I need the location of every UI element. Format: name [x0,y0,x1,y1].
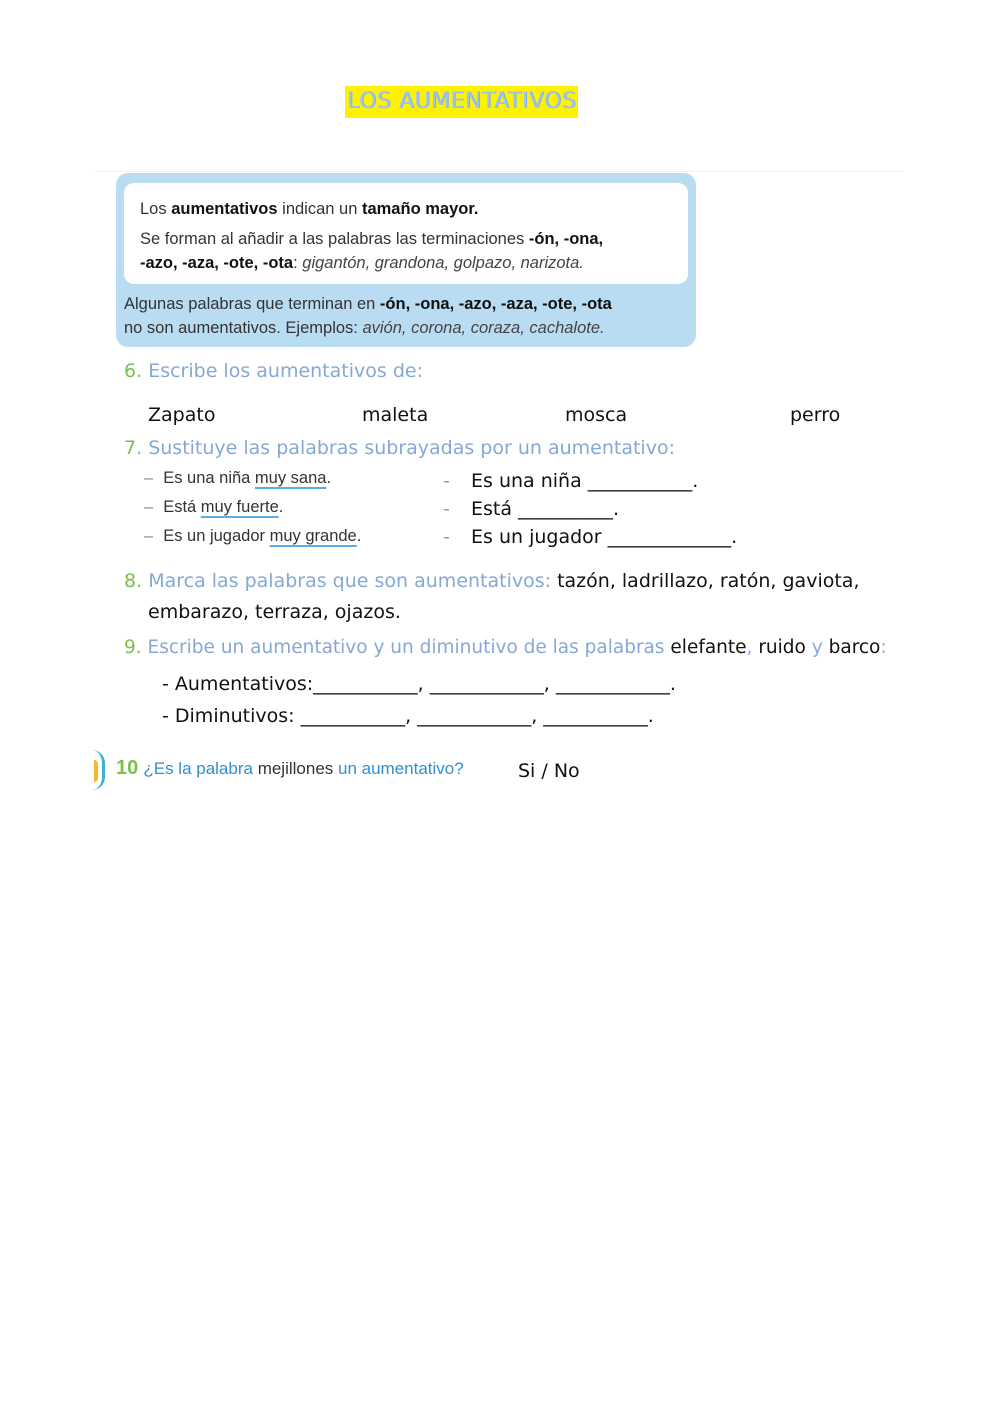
info-line-1: Los aumentativos indican un tamaño mayor. [140,200,479,218]
q7-sentence: – Está muy fuerte. [144,498,284,516]
question-9-text: Escribe un aumentativo y un diminutivo de las palabras [147,637,665,658]
info-line-2: Se forman al añadir a las palabras las terminaciones -ón, -ona, [140,230,604,248]
question-8 [124,570,859,592]
q6-word: Zapato [148,404,216,426]
q7-answer-line[interactable]: Es una niña ___________. [471,470,699,492]
q10-answer-options[interactable]: Si / No [518,760,580,782]
underlined-phrase: muy grande [269,527,357,545]
answer-dash: - [443,526,450,548]
q7-sentence: – Es una niña muy sana. [144,469,332,487]
q8-words[interactable]: embarazo, terraza, ojazos. [148,601,401,623]
question-8-number: 8. [124,570,143,592]
q6-word: mosca [565,404,628,426]
info-note-2: no son aumentativos. Ejemplos: avión, corona, coraza, cachalote. [124,319,605,337]
answer-dash: - [443,470,450,492]
question-7 [124,437,675,459]
q7-answer-line[interactable]: Está __________. [471,498,620,520]
q9-diminutives-line[interactable]: - Diminutivos: ___________, ____________, ___________. [162,705,654,727]
q6-word: maleta [362,404,429,426]
question-7-text: Sustituye las palabras subrayadas por un aumentativo: [148,437,675,459]
info-line-3: -azo, -aza, -ote, -ota: gigantón, grandona, golpazo, narizota. [140,254,584,272]
answer-dash: - [443,498,450,520]
q7-sentence: – Es un jugador muy grande. [144,527,362,545]
decorative-arc-inner [94,760,98,782]
q6-word: perro [790,404,841,426]
question-6-text: Escribe los aumentativos de: [148,360,423,382]
question-7-number: 7. [124,437,143,459]
underlined-phrase: muy sana [254,469,327,487]
info-note-1: Algunas palabras que terminan en -ón, -ona, -azo, -aza, -ote, -ota [124,295,612,313]
divider [95,171,902,172]
question-10-number: 10 [116,757,139,779]
q7-answer-line[interactable]: Es un jugador _____________. [471,526,738,548]
question-10: 10 ¿Es la palabra mejillones un aumentativo? [116,757,464,779]
page-title: LOS AUMENTATIVOS [345,86,578,118]
question-6-number: 6. [124,360,143,382]
question-9: 9. Escribe un aumentativo y un diminutivo de las palabras elefante, ruido y barco: [124,637,887,658]
q8-words[interactable]: tazón, ladrillazo, ratón, gaviota, [551,570,860,592]
question-6 [124,360,423,382]
underlined-phrase: muy fuerte [200,498,279,516]
question-8-text: Marca las palabras que son aumentativos: [148,570,552,592]
question-9-number: 9. [124,637,142,658]
q9-augmentatives-line[interactable]: - Aumentativos:___________, ____________, ____________. [162,673,676,695]
